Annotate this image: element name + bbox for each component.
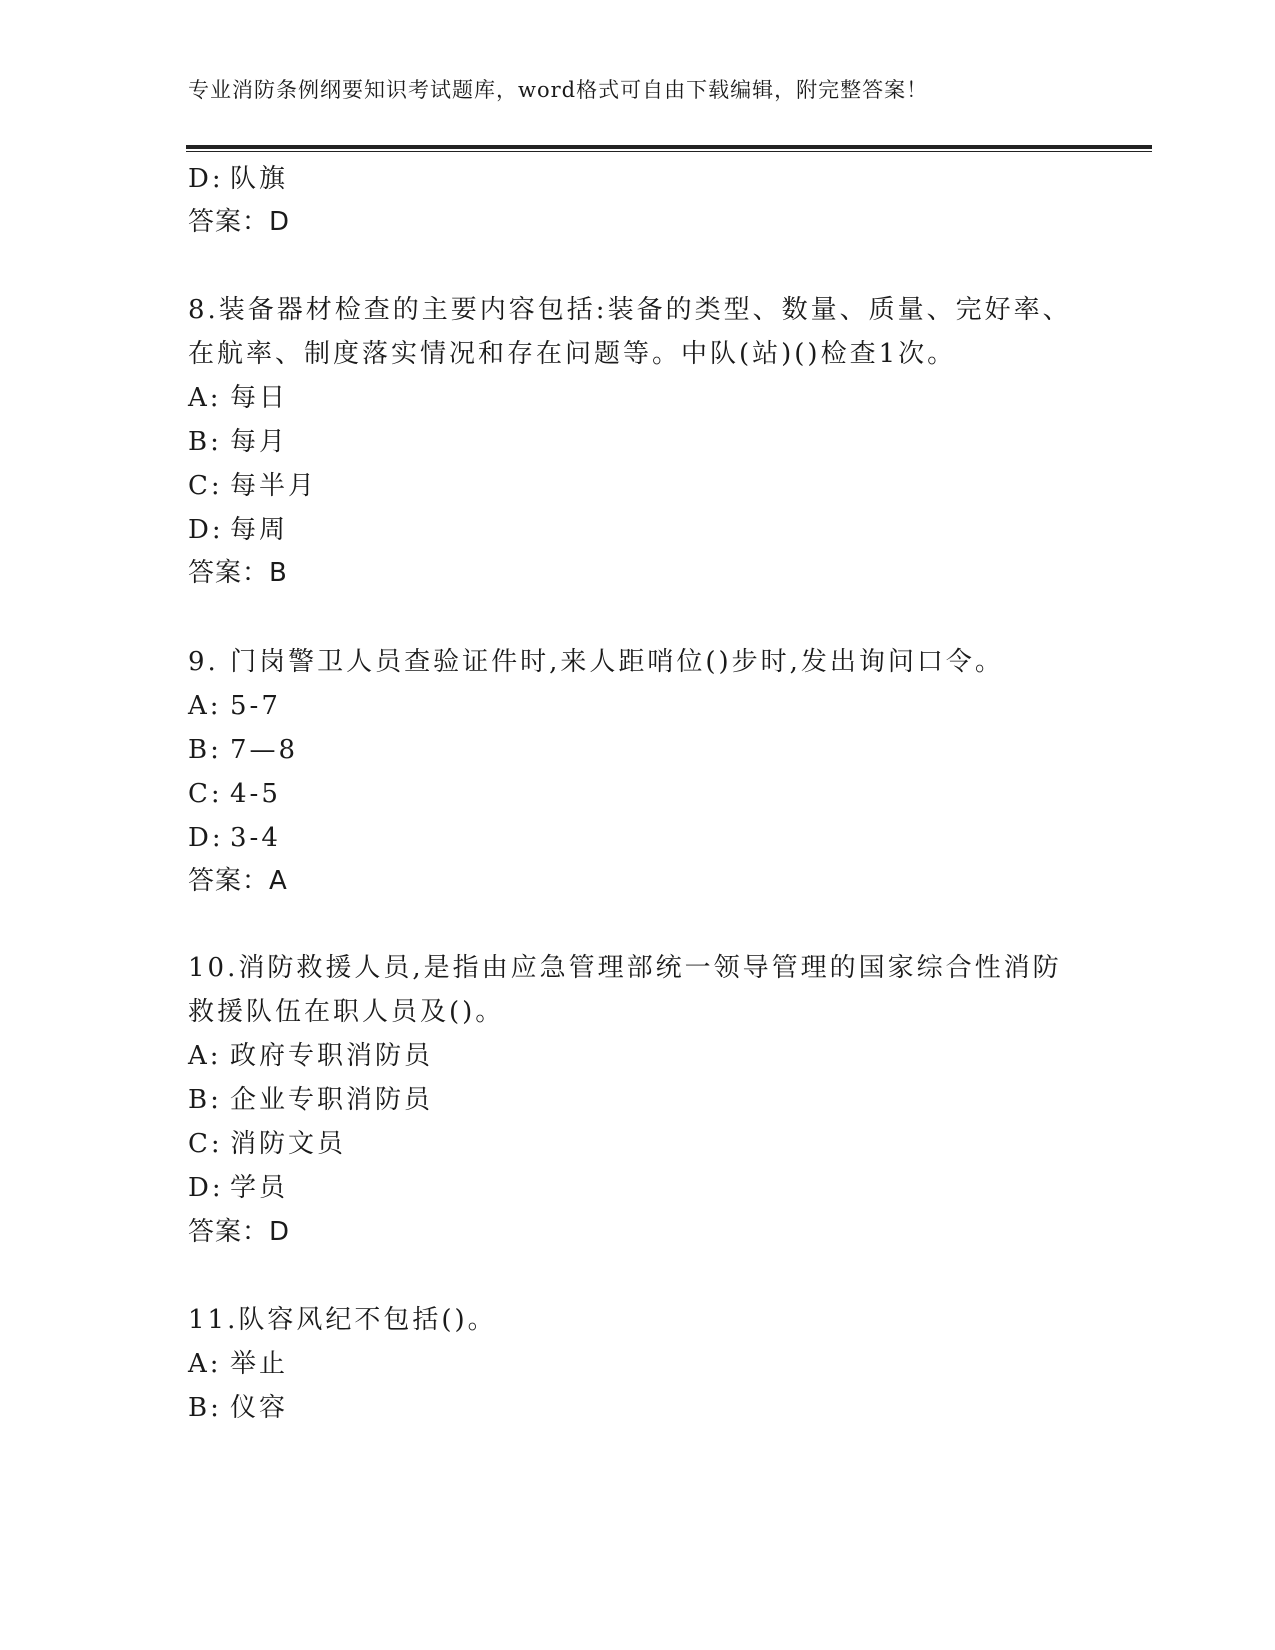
- option-a: [188, 382, 288, 414]
- option-text: 消防文员: [230, 1129, 347, 1159]
- option-text: 仪容: [230, 1393, 289, 1423]
- question-text: 8.装备器材检查的主要内容包括:装备的类型、数量、质量、完好率、: [188, 295, 1072, 325]
- option-d: [188, 1172, 288, 1204]
- option-text: 队旗: [230, 164, 289, 194]
- option-text: 举止: [230, 1349, 289, 1379]
- answer-line: 答案：D: [188, 207, 291, 237]
- answer-line: 答案：B: [188, 558, 288, 588]
- option-text: 5-7: [230, 691, 281, 721]
- option-key: A:: [188, 1041, 222, 1071]
- option-text: 企业专职消防员: [230, 1085, 434, 1115]
- option-key: D:: [188, 1173, 224, 1203]
- option-key: B:: [188, 1085, 222, 1115]
- option-key: B:: [188, 427, 222, 457]
- option-c: [188, 1128, 346, 1160]
- option-text: 学员: [230, 1173, 289, 1203]
- option-key: D:: [188, 164, 224, 194]
- option-a: [188, 690, 281, 722]
- option-key: C:: [188, 471, 223, 501]
- option-key: A:: [188, 1349, 222, 1379]
- option-b: [188, 1392, 288, 1424]
- option-text: 每月: [230, 427, 289, 457]
- option-d: [188, 163, 288, 195]
- option-key: B:: [188, 735, 222, 765]
- answer-line: 答案：A: [188, 866, 288, 896]
- option-key: A:: [188, 383, 222, 413]
- option-key: C:: [188, 1129, 223, 1159]
- option-key: A:: [188, 691, 222, 721]
- option-a: [188, 1040, 433, 1072]
- option-text: 7—8: [230, 735, 299, 765]
- question-text: 9. 门岗警卫人员查验证件时,来人距哨位()步时,发出询问口令。: [188, 647, 1004, 677]
- option-text: 4-5: [230, 779, 281, 809]
- option-text: 每日: [230, 383, 289, 413]
- option-d: [188, 514, 288, 546]
- option-a: [188, 1348, 288, 1380]
- page-header: 专业消防条例纲要知识考试题库，word格式可自由下载编辑，附完整答案！: [188, 78, 929, 102]
- answer-line: 答案：D: [188, 1217, 291, 1247]
- option-b: [188, 734, 298, 766]
- option-b: [188, 1084, 433, 1116]
- option-key: B:: [188, 1393, 222, 1423]
- option-d: [188, 822, 281, 854]
- option-key: C:: [188, 779, 223, 809]
- question-text: 11.队容风纪不包括()。: [188, 1305, 497, 1335]
- header-rule-thin: [186, 151, 1152, 152]
- option-text: 每周: [230, 515, 289, 545]
- question-text: 10.消防救援人员,是指由应急管理部统一领导管理的国家综合性消防: [188, 953, 1062, 983]
- option-c: [188, 470, 317, 502]
- option-text: 每半月: [230, 471, 318, 501]
- option-c: [188, 778, 281, 810]
- option-text: 3-4: [230, 823, 281, 853]
- option-text: 政府专职消防员: [230, 1041, 434, 1071]
- question-text: 在航率、制度落实情况和存在问题等。中队(站)()检查1次。: [188, 339, 957, 369]
- option-b: [188, 426, 288, 458]
- header-rule-thick: [186, 145, 1152, 149]
- question-text: 救援队伍在职人员及()。: [188, 997, 505, 1027]
- option-key: D:: [188, 823, 224, 853]
- option-key: D:: [188, 515, 224, 545]
